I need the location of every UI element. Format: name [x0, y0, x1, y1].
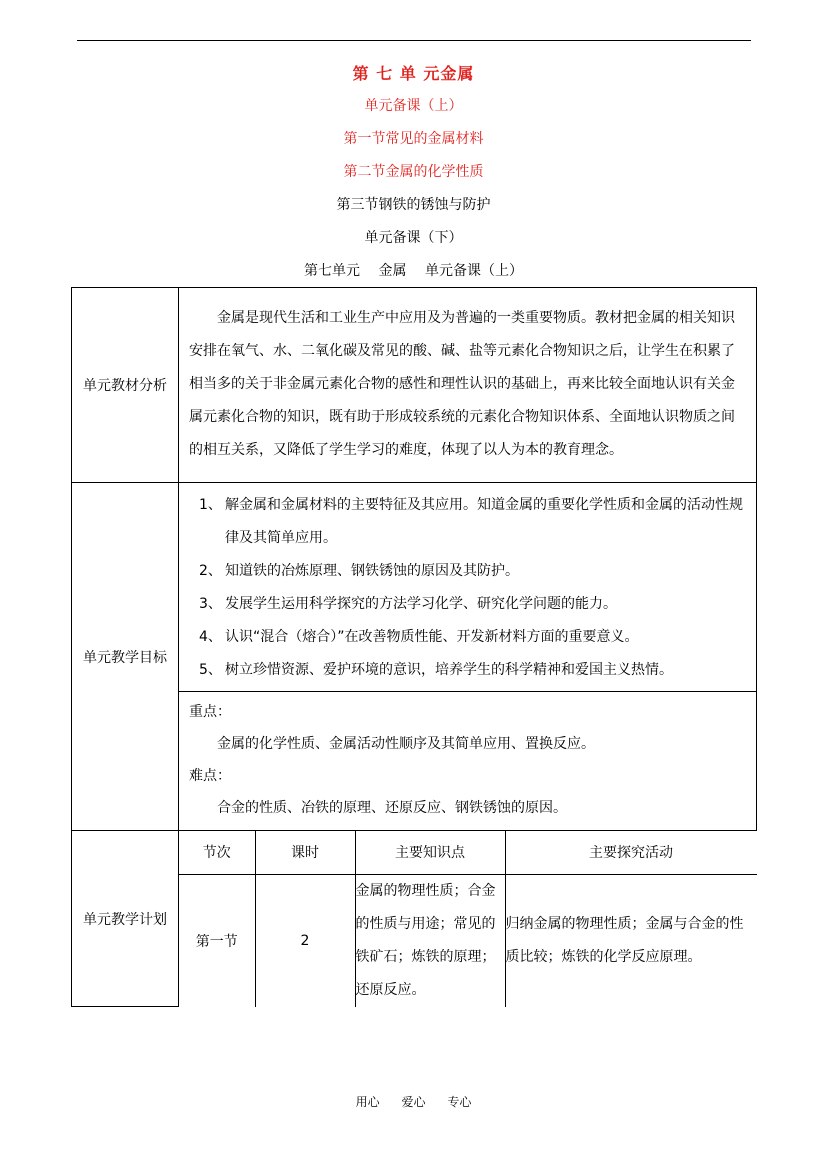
unit-plan-table: [71, 287, 757, 1007]
plan-header-knowledge: 主要知识点: [355, 831, 505, 874]
goal-item: 2、 知道铁的冶炼原理、钢铁锈蚀的原因及其防护。: [199, 563, 519, 579]
header-rule: [77, 40, 751, 41]
goal-item: 3、 发展学生运用科学探究的方法学习化学、研究化学问题的能力。: [199, 596, 617, 612]
difficult-text: 合金的性质、冶铁的原理、还原反应、钢铁锈蚀的原因。: [217, 800, 567, 816]
subtitle-line-4: 第三节钢铁的锈蚀与防护: [336, 197, 491, 213]
subtitle-line-1: 单元备课（上）: [364, 98, 463, 114]
plan-cell-section: 第一节: [179, 874, 255, 1007]
plan-table: [179, 831, 757, 1007]
unit-title: 第 七 单 元金属: [352, 64, 475, 83]
footer-item: 专心: [447, 1095, 472, 1109]
plan-label: 单元教学计划: [72, 831, 179, 1007]
analysis-cell: [179, 288, 757, 483]
plan-cell: [179, 831, 757, 1007]
subtitle-line-5: 单元备课（下）: [364, 230, 463, 246]
keypoints: [179, 692, 756, 830]
subtitle-line-2: 第一节常见的金属材料: [343, 131, 484, 147]
analysis-text: 金属是现代生活和工业生产中应用及为普遍的一类重要物质。教材把金属的相关知识安排在氧气、水、二氧化碳及常见的酸、碱、盐等元素化合物知识之后，让学生在积累了相当多的关于非金属元素化合物的感性和理性认识的基础上，再来比较全面地认识有关金属元素化合物的知识，既有助于形成较系统的元素化合物知识体系、全面地认识物质之间的相互关系，又降低了学生学习的难度，体现了以人为本的教育理念。: [189, 309, 735, 458]
plan-header-activity: 主要探究活动: [505, 831, 757, 874]
goal-item: 1、 解金属和金属材料的主要特征及其应用。知道金属的重要化学性质和金属的活动性规律及其简单应用。: [199, 497, 743, 546]
goals-cell: [179, 483, 757, 692]
subtitle-line-3: 第二节金属的化学性质: [343, 164, 484, 180]
key-label: 重点：: [189, 704, 231, 720]
page-footer: [0, 1093, 827, 1110]
plan-header-section: 节次: [179, 831, 255, 874]
footer-item: 爱心: [401, 1095, 426, 1109]
plan-header-hours: 课时: [255, 831, 355, 874]
analysis-label: 单元教材分析: [72, 288, 179, 483]
title-block: [0, 62, 827, 293]
footer-item: 用心: [355, 1095, 380, 1109]
goal-list: [179, 483, 756, 691]
plan-cell-activity: 归纳金属的物理性质；金属与合金的性质比较；炼铁的化学反应原理。: [505, 874, 757, 1007]
goal-item: 5、 树立珍惜资源、爱护环境的意识，培养学生的科学精神和爱国主义热情。: [199, 662, 673, 678]
subtitle-line-6: 第七单元 金属 单元备课（上）: [304, 263, 523, 279]
key-text: 金属的化学性质、金属活动性顺序及其简单应用、置换反应。: [217, 736, 595, 752]
goals-label: 单元教学目标: [72, 483, 179, 831]
plan-cell-hours: 2: [255, 874, 355, 1007]
keypoints-cell: [179, 692, 757, 831]
plan-cell-knowledge: 金属的物理性质；合金的性质与用途；常见的铁矿石；炼铁的原理；还原反应。: [355, 874, 505, 1007]
goal-item: 4、 认识“混合（熔合）”在改善物质性能、开发新材料方面的重要意义。: [199, 629, 639, 645]
difficult-label: 难点：: [189, 768, 231, 784]
